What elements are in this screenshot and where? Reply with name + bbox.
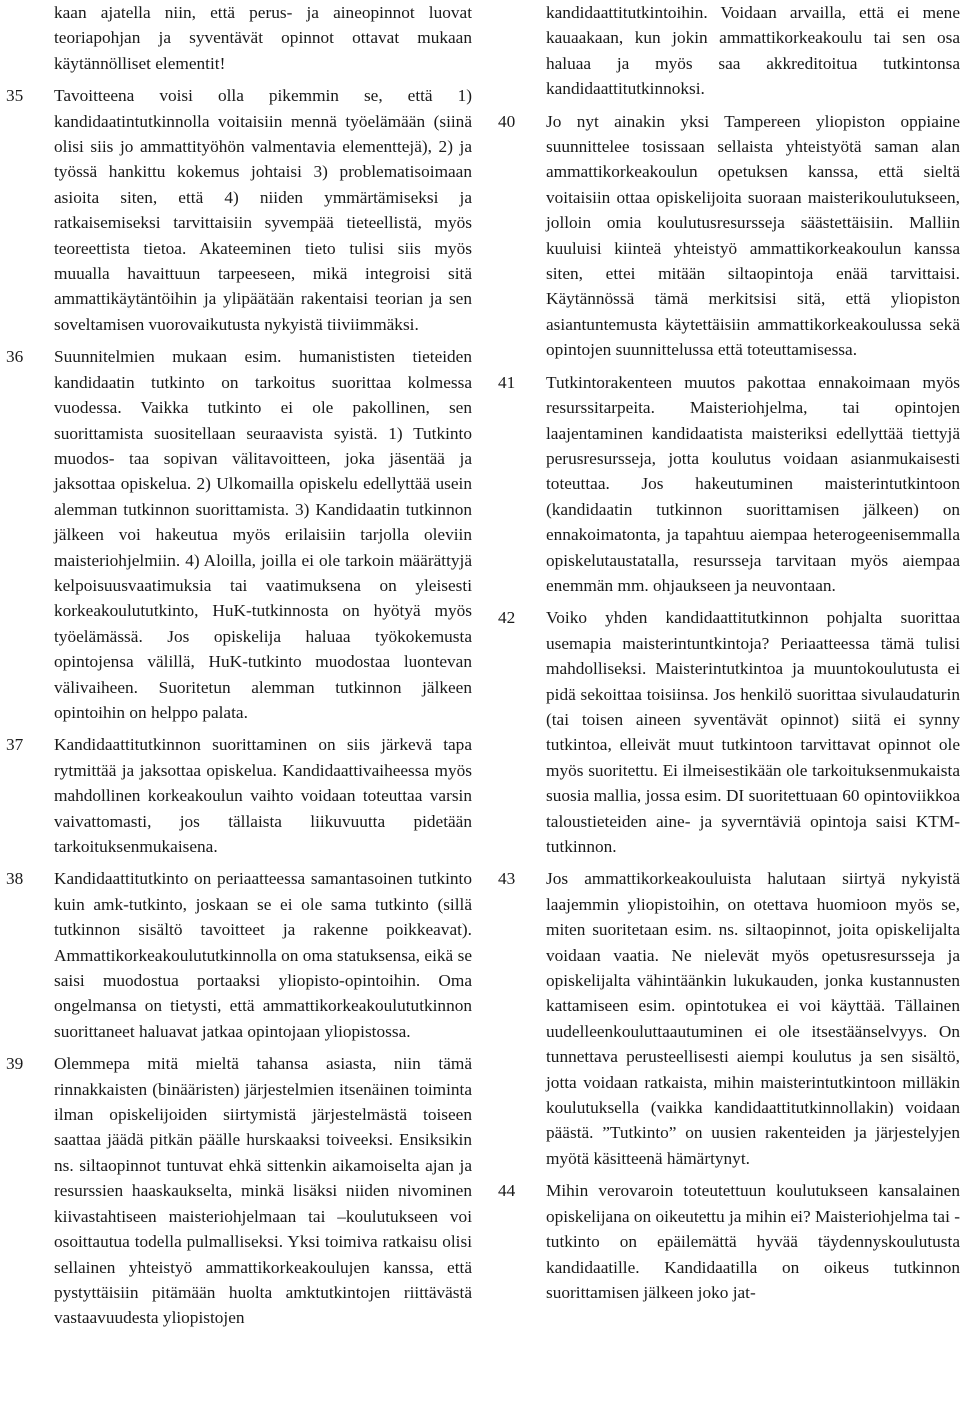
paragraph-continued [0,0,472,76]
paragraph-42 [492,605,960,859]
paragraph-text: Voiko yhden kandidaattitutkinnon pohjalta suorittaa usemapia maisterintuntkintoja? Periaatteessa tämä tulisi mahdolliseksi. Maisterintutkintoa ja muuntokoulutusta ei pidä sekoittaa toisiinsa. Jos henkilö suorittaa sivulaudaturin (tai toisen aineen syventävät opinnot) siitä ei synny tutkintoa, elleivät muut tutkintoon tarvittavat opinnot ole myös suoritettu. Ei ilmeisestikään ole tarkoituksenmukaista suosia mallia, jossa esim. DI suoritettuaan 60 opintoviikkoa taloustieteiden aine- ja syverntäviä opintoja saisi KTM-tutkinnon. [546,608,960,856]
paragraph-number: 38 [6,869,24,889]
paragraph-text: Tutkintorakenteen muutos pakottaa ennakoimaan myös resurssitarpeita. Maisteriohjelma, tai opintojen laajentaminen kandidaatista maisteriksi edellyttää tiettyjä perusresursseja, jotta koulutus voidaan asianmukaisesti toteuttaa. Jos hakeutuminen maisterintutkintoon (kandidaatin tutkinnon suorittamisen jälkeen) on ennakoimatonta, ja tapahtuu aiempaa heterogeenisemmalla opiskelutaustatalla, resursseja tarvitaan myös aiempaa enemmän mm. ohjaukseen ja neuvontaan. [546,372,960,595]
right-column [492,0,960,1305]
paragraph-text: kaan ajatella niin, että perus- ja aineopinnot luovat teoriapohjan ja syventävät opinnot ottavat mukaan käytännölliset elementit! [54,3,472,73]
paragraph-text: Suunnitelmien mukaan esim. humanististen tieteiden kandidaatin tutkinto on tarkoitus suorittaa kolmessa vuodessa. Vaikka tutkinto ei ole pakollinen, sen suorittamista suositellaan seuraavista syistä. 1) Tutkinto muodos- taa sopivan välitavoitteen, joka jäsentää ja jaksottaa opiskelua. 2) Ulkomailla opiskelu edellyttää usein alemman tutkinnon suorittamista. 3) Kandidaatin tutkinnon jälkeen voi hakeutua myös erilaisiin tarjolla oleviin maisteriohjelmiin. 4) Aloilla, joilla ei ole tarkoin määrättyjä kelpoisuusvaatimuksia tai vaatimuksena on yleisesti korkeakoulututkinto, HuK-tutkinnosta on hyötyä myös työelämässä. Jos opiskelija haluaa työkokemusta opintojensa välillä, HuK-tutkinto muodostaa luontevan välivaiheen. Suoritetun alemman tutkinnon jälkeen opintoihin on helppo palata. [54,347,472,722]
paragraph-number: 42 [498,608,516,628]
paragraph-text: Olemmepa mitä mieltä tahansa asiasta, niin tämä rinnakkaisten (binääristen) järjestelmien itsenäinen toiminta ilman opiskelijoiden siirtymistä järjestelmästä toiseen saattaa jäädä pitkän päälle hurskaaksi toiveeksi. Ensiksikin ns. siltaopinnot tuntuvat ehkä sittenkin aikamoiselta ajan ja resurssien haaskaukselta, minkä lisäksi niiden nivominen kiivastahtiseen maisteriohjelmaan tai –koulutukseen voi osoittautua todella pulmalliseksi. Yksi toimiva ratkaisu olisi sellainen yhteistyö ammattikorkeakoulujen kanssa, että pystyttäisiin pitämään huolta amktutkintojen riittävästä vastaavuudesta yliopistojen [54,1054,472,1328]
paragraph-40 [492,109,960,363]
paragraph-number: 35 [6,86,24,106]
paragraph-43 [492,866,960,1171]
paragraph-number: 36 [6,347,24,367]
paragraph-39 [0,1051,472,1330]
paragraph-44 [492,1178,960,1305]
paragraph-number: 44 [498,1181,516,1201]
paragraph-text: Jo nyt ainakin yksi Tampereen yliopiston oppiaine suunnittelee tosissaan sellaista yhteistyötä saman alan ammattikorkeakoulun opetuksen kanssa, että sieltä voitaisiin ottaa opiskelijoita suoraan maisterikoulutukseen, jolloin omia koulutusresursseja säästettäisiin. Malliin kuuluisi kiinteä yhteistyö ammattikorkeakoulun kanssa siten, ettei mitään siltaopintoja enää tarvittaisi. Käytännössä tämä merkitsisi sitä, että yliopiston asiantuntemusta käytettäisiin ammattikorkeakoulussa sekä opintojen suunnittelussa että toteuttamisessa. [546,111,960,360]
paragraph-number: 43 [498,869,516,889]
paragraph-41 [492,370,960,599]
paragraph-number: 41 [498,372,516,392]
paragraph-text: kandidaattitutkintoihin. Voidaan arvailla, että ei mene kauaakaan, kun jokin ammattikorkeakoulu tai sen osa haluaa ja myös saa akkreditoitua tutkintonsa kandidaattitutkinnoksi. [546,3,960,99]
paragraph-35 [0,83,472,337]
paragraph-36 [0,344,472,725]
paragraph-text: Jos ammattikorkeakouluista halutaan siirtyä nykyistä laajemmin yliopistoihin, on otettava huomioon myös se, miten suoritetaan esim. ns. siltaopinnot, joita opiskelijalta voidaan vaatia. Ne nielevät myös opetusresursseja ja opiskelijalta vähintäänkin lukukauden, jonka kustannusten kattamiseen esim. opintotukea ei voi käyttää. Tällainen uudelleenkouluttaautuminen ei ole itsestäänselvyys. On tunnettava perusteellisesti aiempi koulutus ja sen sisältö, jotta voidaan ratkaista, mihin maisterintutkintoon milläkin koulutuksella (vaikka kandidaattitutkinnollakin) voidaan päästä. ”Tutkinto” on uusien rakenteiden ja järjestelyjen myötä käsitteenä hämärtynyt. [546,869,960,1168]
paragraph-text: Kandidaattitutkinto on periaatteessa samantasoinen tutkinto kuin amk-tutkinto, joskaan se ei ole sama tutkinto (sillä tutkinnon sisältö tavoitteet ja rakenne poikkeavat). Ammattikorkeakoulututkinnolla on oma statuksensa, eikä se saisi muodostua portaaksi yliopisto-opintoihin. Oma ongelmansa on tietysti, että ammattikorkeakoulututkinnon suorittaneet haluavat jatkaa opintojaan yliopistossa. [54,869,472,1041]
paragraph-text: Kandidaattitutkinnon suorittaminen on siis järkevä tapa rytmittää ja jaksottaa opiskelua. Kandidaattivaiheessa myös mahdollinen korkeakoulun vaihto voidaan toteuttaa varsin vaivattomasti, jos tällaista liikuvuutta pidetään tarkoituksenmukaisena. [54,735,472,856]
paragraph-text: Mihin verovaroin toteutettuun koulutukseen kansalainen opiskelijana on oikeutettu ja mihin ei? Maisteriohjelma tai -tutkinto on epäilemättä hyvää täydennyskoulutusta kandidaatille. Kandidaatilla on oikeus tutkinnon suorittamisen jälkeen joko jat- [546,1181,960,1302]
left-column [0,0,472,1331]
paragraph-continued [492,0,960,102]
paragraph-number: 39 [6,1054,24,1074]
paragraph-number: 37 [6,735,24,755]
paragraph-number: 40 [498,111,516,131]
paragraph-text: Tavoitteena voisi olla pikemmin se, että 1) kandidaatintutkinnolla voitaisiin mennä työelämään (siinä olisi siis jo ammattityöhön valmentavia elementtejä), 2) ja työssä hankittu kokemus johtaisi 3) problematisoimaan asioita siten, että 4) niiden ymmärtämiseksi ja ratkaisemiseksi tarvittaisiin syvempää tieteellistä, myös teoreettista tietoa. Akateeminen tieto tulisi siis myös muualla havaittuun tarpeeseen, mikä integroisi sitä ammattikäytäntöihin ja ylipäätään rakentaisi teorian ja sen soveltamisen vuorovaikutusta nykyistä tiiviimmäksi. [54,86,472,334]
paragraph-37 [0,732,472,859]
paragraph-38 [0,866,472,1044]
